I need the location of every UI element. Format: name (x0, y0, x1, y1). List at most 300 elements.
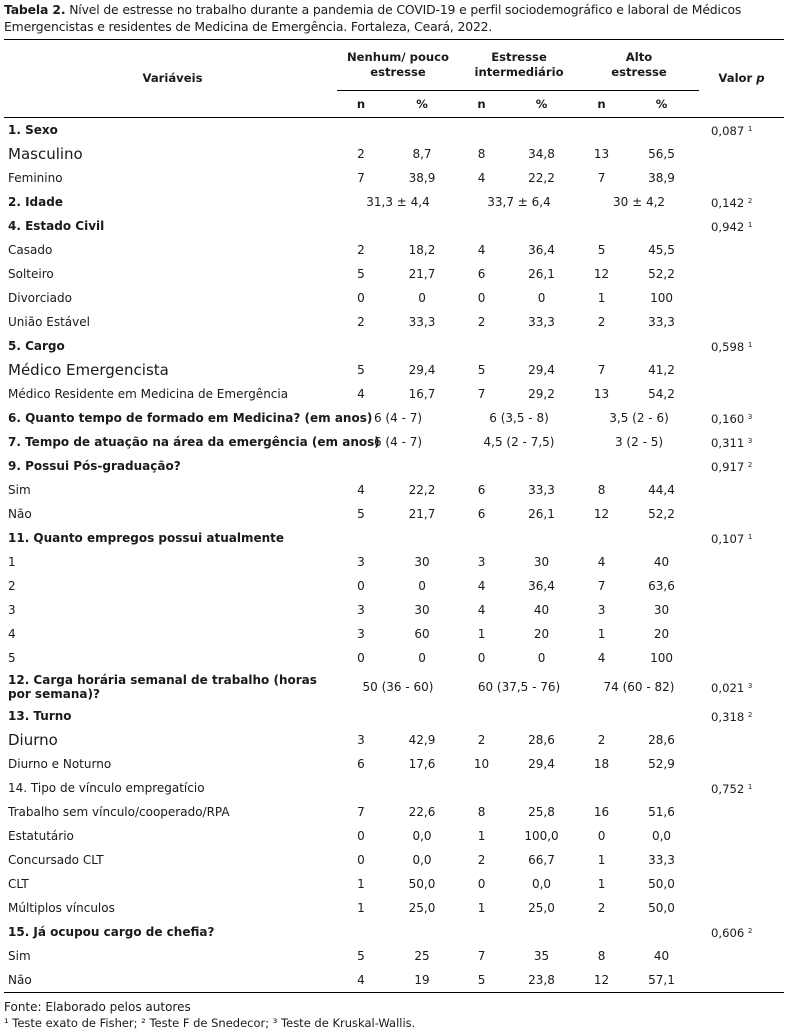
table-header (4, 40, 784, 118)
percent-cell: 23,8 (504, 968, 579, 993)
pvalue-text: 0,917 (711, 460, 745, 474)
table-section-row (4, 214, 784, 238)
table-row (4, 944, 784, 968)
section-label: 1. Sexo (8, 123, 58, 137)
pvalue-footnote-mark: 2 (747, 927, 753, 935)
table-section-row (4, 704, 784, 728)
count-cell: 1 (597, 877, 606, 891)
count-cell: 8 (597, 483, 606, 497)
count-cell: 2 (477, 733, 486, 747)
table-row (4, 382, 784, 406)
header-n: n (459, 91, 504, 118)
summary-cell: 33,7 ± 6,4 (487, 195, 551, 209)
summary-cell: 6 (4 - 7) (373, 411, 423, 425)
row-label: 2 (8, 579, 16, 593)
table-row (4, 142, 784, 166)
count-cell: 4 (477, 603, 486, 617)
pvalue-text: 0,318 (711, 710, 745, 724)
percent-cell: 28,6 (528, 733, 555, 747)
pvalue-text: 0,942 (711, 220, 745, 234)
percent-cell: 0,0 (651, 829, 672, 843)
pvalue-cell (699, 800, 784, 824)
count-cell: 3 (357, 627, 365, 641)
table-body (4, 118, 784, 993)
header-pvalue-prefix: Valor (718, 71, 757, 85)
pvalue-cell (699, 214, 784, 238)
pvalue-cell (699, 334, 784, 358)
percent-cell: 63,6 (648, 579, 675, 593)
section-label: 14. Tipo de vínculo empregatício (8, 781, 205, 795)
row-label: Diurno (8, 731, 58, 749)
count-cell: 5 (477, 363, 486, 377)
pvalue-footnote-mark: 2 (747, 711, 753, 719)
pvalue-cell (699, 142, 784, 166)
percent-cell: 33,3 (528, 483, 555, 497)
count-cell: 0 (357, 291, 365, 305)
count-cell: 7 (357, 171, 365, 185)
percent-cell: 33,3 (648, 315, 675, 329)
pvalue-cell (699, 430, 784, 454)
summary-cell: 4,5 (2 - 7,5) (483, 435, 555, 449)
pvalue-cell (699, 728, 784, 752)
pvalue-cell (699, 550, 784, 574)
percent-cell: 19 (385, 968, 459, 993)
table-row (4, 550, 784, 574)
count-cell: 6 (357, 757, 365, 771)
empty-cell (337, 214, 699, 238)
percent-cell: 29,2 (528, 387, 555, 401)
pvalue-footnote-mark: 2 (747, 197, 753, 205)
pvalue-cell (699, 776, 784, 800)
table-caption (4, 2, 786, 35)
header-group-intermediate-line2: intermediário (474, 65, 564, 79)
count-cell: 0 (477, 651, 486, 665)
pvalue-footnote-mark: 2 (747, 461, 753, 469)
table-row (4, 238, 784, 262)
count-cell: 8 (477, 805, 486, 819)
percent-cell: 60 (414, 627, 430, 641)
section-label: 4. Estado Civil (8, 219, 105, 233)
summary-cell: 74 (60 - 82) (603, 680, 675, 694)
percent-cell: 50,0 (648, 901, 675, 915)
table-row (4, 646, 784, 670)
pvalue-cell (699, 872, 784, 896)
count-cell: 2 (357, 147, 365, 161)
section-label: 12. Carga horária semanal de trabalho (horas por semana)? (8, 673, 317, 701)
percent-cell: 100 (650, 291, 673, 305)
percent-cell: 51,6 (648, 805, 675, 819)
percent-cell: 0 (418, 579, 426, 593)
section-label: 9. Possui Pós-graduação? (8, 459, 181, 473)
percent-cell: 34,8 (528, 147, 555, 161)
percent-cell: 0,0 (412, 853, 432, 867)
count-cell: 2 (597, 315, 606, 329)
pvalue-cell (699, 118, 784, 143)
count-cell: 4 (477, 579, 486, 593)
row-label: Médico Residente em Medicina de Emergência (8, 387, 289, 401)
pvalue-cell (699, 238, 784, 262)
pvalue-cell (699, 310, 784, 334)
header-n: n (337, 91, 385, 118)
pvalue-cell (699, 526, 784, 550)
count-cell: 0 (357, 651, 365, 665)
pvalue-cell (699, 968, 784, 993)
table-row (4, 728, 784, 752)
count-cell: 18 (593, 757, 610, 771)
count-cell: 4 (357, 387, 365, 401)
table-row (4, 262, 784, 286)
section-label: 5. Cargo (8, 339, 65, 353)
header-group-high-line1: Alto (625, 50, 653, 64)
pvalue-footnote-mark: 3 (747, 413, 753, 421)
section-label: 6. Quanto tempo de formado em Medicina? (em anos) (8, 411, 373, 425)
count-cell: 13 (593, 147, 610, 161)
count-cell: 8 (597, 949, 606, 963)
count-cell: 1 (597, 853, 606, 867)
table-row (4, 800, 784, 824)
count-cell: 1 (597, 291, 606, 305)
table-row (4, 848, 784, 872)
percent-cell: 18,2 (408, 243, 436, 257)
pvalue-cell (699, 704, 784, 728)
percent-cell: 29,4 (408, 363, 436, 377)
table-row (4, 502, 784, 526)
count-cell: 2 (477, 315, 486, 329)
count-cell: 0 (477, 877, 486, 891)
percent-cell: 40 (653, 949, 670, 963)
pvalue-text: 0,311 (711, 436, 745, 450)
empty-cell (337, 334, 699, 358)
table-row (4, 358, 784, 382)
count-cell: 5 (357, 267, 365, 281)
pvalue-cell (699, 502, 784, 526)
count-cell: 8 (477, 147, 486, 161)
pvalue-cell (699, 478, 784, 502)
count-cell: 7 (597, 579, 606, 593)
pvalue-text: 0,606 (711, 926, 745, 940)
count-cell: 4 (357, 483, 365, 497)
pvalue-cell (699, 670, 784, 704)
percent-cell: 33,3 (648, 853, 675, 867)
row-label: Feminino (8, 171, 63, 185)
count-cell: 6 (477, 507, 486, 521)
count-cell: 5 (357, 949, 365, 963)
row-label: Não (4, 968, 337, 993)
percent-cell: 40 (653, 555, 670, 569)
table-row (4, 310, 784, 334)
count-cell: 2 (597, 901, 606, 915)
header-group-high (579, 40, 699, 91)
percent-cell: 57,1 (624, 968, 699, 993)
count-cell: 2 (477, 853, 486, 867)
row-label: União Estável (8, 315, 90, 329)
table-row (4, 286, 784, 310)
row-label: Divorciado (8, 291, 72, 305)
pvalue-cell (699, 896, 784, 920)
header-group-intermediate-line1: Estresse (491, 50, 547, 64)
header-pct: % (385, 91, 459, 118)
summary-cell: 30 ± 4,2 (612, 195, 666, 209)
table-row (4, 598, 784, 622)
count-cell: 12 (593, 267, 610, 281)
percent-cell: 38,9 (648, 171, 675, 185)
pvalue-text: 0,142 (711, 196, 745, 210)
empty-cell (337, 454, 699, 478)
pvalue-footnote-mark: 1 (747, 221, 753, 229)
percent-cell: 52,2 (648, 267, 675, 281)
summary-cell: 3,5 (2 - 6) (609, 411, 669, 425)
percent-cell: 21,7 (408, 507, 436, 521)
caption-text: Nível de estresse no trabalho durante a pandemia de COVID-19 e perfil sociodemográfico e laboral de Médicos Emergencistas e residentes de Medicina de Emergência. Fortaleza, Ceará, 2022. (4, 2, 742, 34)
pvalue-text: 0,021 (711, 681, 745, 695)
header-pvalue-p: p (756, 71, 765, 85)
count-cell: 5 (357, 507, 365, 521)
count-cell: 1 (357, 877, 365, 891)
empty-cell (337, 776, 699, 800)
summary-cell: 60 (37,5 - 76) (477, 680, 561, 694)
pvalue-cell (699, 454, 784, 478)
row-label: Múltiplos vínculos (8, 901, 115, 915)
percent-cell: 54,2 (648, 387, 675, 401)
count-cell: 4 (597, 555, 606, 569)
summary-cell: 6 (3,5 - 8) (489, 411, 549, 425)
section-label: 11. Quanto empregos possui atualmente (8, 531, 285, 545)
row-label: Solteiro (8, 267, 54, 281)
pvalue-cell (699, 920, 784, 944)
table-row (4, 622, 784, 646)
row-label: CLT (8, 877, 29, 891)
percent-cell: 50,0 (408, 877, 436, 891)
row-label: 4 (8, 627, 16, 641)
percent-cell: 29,4 (528, 757, 555, 771)
table-row (4, 968, 784, 993)
pvalue-cell (699, 286, 784, 310)
count-cell: 1 (597, 627, 606, 641)
count-cell: 7 (597, 363, 606, 377)
table-section-row (4, 334, 784, 358)
percent-cell: 20 (533, 627, 550, 641)
empty-cell (337, 704, 699, 728)
table-section-row (4, 670, 784, 704)
count-cell: 3 (477, 555, 486, 569)
pvalue-cell (699, 358, 784, 382)
row-label: Médico Emergencista (8, 361, 169, 379)
pvalue-cell (699, 622, 784, 646)
pvalue-text: 0,598 (711, 340, 745, 354)
caption-label: Tabela 2. (4, 2, 66, 17)
count-cell: 10 (473, 757, 490, 771)
percent-cell: 22,2 (528, 171, 555, 185)
row-label: Masculino (8, 145, 83, 163)
percent-cell: 52,2 (648, 507, 675, 521)
row-label: 5 (8, 651, 16, 665)
percent-cell: 8,7 (412, 147, 432, 161)
percent-cell: 45,5 (648, 243, 675, 257)
count-cell: 3 (597, 603, 606, 617)
count-cell: 12 (579, 968, 624, 993)
empty-cell (337, 920, 699, 944)
pvalue-footnote-mark: 1 (747, 125, 753, 133)
percent-cell: 36,4 (528, 579, 555, 593)
header-group-none (337, 40, 459, 91)
percent-cell: 41,2 (648, 363, 675, 377)
count-cell: 3 (357, 555, 365, 569)
count-cell: 16 (593, 805, 610, 819)
summary-cell: 31,3 ± 4,4 (366, 195, 430, 209)
pvalue-footnote-mark: 3 (747, 682, 753, 690)
section-label: 2. Idade (8, 195, 63, 209)
count-cell: 6 (477, 267, 486, 281)
count-cell: 5 (357, 363, 365, 377)
percent-cell: 56,5 (648, 147, 675, 161)
table-section-row (4, 118, 784, 143)
percent-cell: 22,6 (408, 805, 436, 819)
percent-cell: 21,7 (408, 267, 436, 281)
percent-cell: 25,8 (528, 805, 555, 819)
percent-cell: 30 (414, 555, 430, 569)
table-row (4, 478, 784, 502)
header-pct: % (504, 91, 579, 118)
percent-cell: 36,4 (528, 243, 555, 257)
header-group-none-line2: estresse (370, 65, 426, 79)
row-label: Sim (8, 483, 31, 497)
header-group-none-line1: Nenhum/ pouco (346, 50, 450, 64)
pvalue-cell (699, 646, 784, 670)
pvalue-footnote-mark: 1 (747, 533, 753, 541)
pvalue-cell (699, 190, 784, 214)
count-cell: 5 (459, 968, 504, 993)
percent-cell: 30 (653, 603, 670, 617)
table-row (4, 896, 784, 920)
table-row (4, 752, 784, 776)
count-cell: 7 (477, 387, 486, 401)
header-group-high-line2: estresse (611, 65, 667, 79)
row-label: Sim (8, 949, 31, 963)
count-cell: 4 (597, 651, 606, 665)
percent-cell: 0 (418, 651, 426, 665)
count-cell: 1 (477, 627, 486, 641)
percent-cell: 0,0 (412, 829, 432, 843)
pvalue-text: 0,160 (711, 412, 745, 426)
count-cell: 0 (357, 829, 365, 843)
pvalue-cell (699, 262, 784, 286)
pvalue-footnote-mark: 3 (747, 437, 753, 445)
count-cell: 1 (477, 829, 486, 843)
count-cell: 2 (597, 733, 606, 747)
empty-cell (337, 526, 699, 550)
count-cell: 12 (593, 507, 610, 521)
percent-cell: 33,3 (528, 315, 555, 329)
pvalue-cell (699, 848, 784, 872)
percent-cell: 28,6 (648, 733, 675, 747)
pvalue-cell (699, 382, 784, 406)
percent-cell: 35 (533, 949, 550, 963)
pvalue-cell (699, 574, 784, 598)
percent-cell: 50,0 (648, 877, 675, 891)
header-group-intermediate (459, 40, 579, 91)
table-section-row (4, 454, 784, 478)
summary-cell: 3 (2 - 5) (614, 435, 664, 449)
count-cell: 7 (597, 171, 606, 185)
count-cell: 6 (477, 483, 486, 497)
table-section-row (4, 776, 784, 800)
table-row (4, 824, 784, 848)
count-cell: 2 (357, 315, 365, 329)
table-notes: ¹ Teste exato de Fisher; ² Teste F de Snedecor; ³ Teste de Kruskal-Wallis. (4, 1016, 416, 1030)
percent-cell: 20 (653, 627, 670, 641)
count-cell: 3 (357, 603, 365, 617)
count-cell: 0 (477, 291, 486, 305)
data-table (4, 39, 784, 993)
count-cell: 2 (357, 243, 365, 257)
percent-cell: 38,9 (408, 171, 436, 185)
pvalue-footnote-mark: 1 (747, 341, 753, 349)
count-cell: 7 (357, 805, 365, 819)
pvalue-cell (699, 166, 784, 190)
table-section-row (4, 406, 784, 430)
pvalue-text: 0,752 (711, 782, 745, 796)
pvalue-cell (699, 752, 784, 776)
pvalue-cell (699, 598, 784, 622)
table-section-row (4, 190, 784, 214)
percent-cell: 33,3 (408, 315, 436, 329)
percent-cell: 30 (414, 603, 430, 617)
count-cell: 1 (477, 901, 486, 915)
pvalue-text: 0,087 (711, 124, 745, 138)
count-cell: 0 (357, 579, 365, 593)
percent-cell: 0 (537, 291, 546, 305)
table-row (4, 574, 784, 598)
row-label: Casado (8, 243, 53, 257)
summary-cell: 6 (4 - 7) (373, 435, 423, 449)
percent-cell: 16,7 (408, 387, 436, 401)
percent-cell: 0 (537, 651, 546, 665)
percent-cell: 17,6 (408, 757, 436, 771)
row-label: Concursado CLT (8, 853, 104, 867)
percent-cell: 0,0 (531, 877, 552, 891)
percent-cell: 100 (650, 651, 673, 665)
pvalue-cell (699, 406, 784, 430)
row-label: Não (8, 507, 32, 521)
table-source: Fonte: Elaborado pelos autores (4, 1000, 191, 1014)
percent-cell: 52,9 (648, 757, 675, 771)
pvalue-text: 0,107 (711, 532, 745, 546)
table-section-row (4, 526, 784, 550)
percent-cell: 100,0 (524, 829, 559, 843)
pvalue-footnote-mark: 1 (747, 783, 753, 791)
count-cell: 5 (597, 243, 606, 257)
count-cell: 4 (477, 243, 486, 257)
section-label: 13. Turno (8, 709, 72, 723)
percent-cell: 42,9 (408, 733, 436, 747)
count-cell: 13 (593, 387, 610, 401)
count-cell: 4 (477, 171, 486, 185)
table-row (4, 872, 784, 896)
percent-cell: 26,1 (528, 507, 555, 521)
header-pct: % (624, 91, 699, 118)
row-label: Diurno e Noturno (8, 757, 112, 771)
count-cell: 3 (357, 733, 365, 747)
count-cell: 1 (357, 901, 365, 915)
section-label: 7. Tempo de atuação na área da emergência (em anos) (8, 435, 380, 449)
percent-cell: 25,0 (408, 901, 436, 915)
count-cell: 0 (357, 853, 365, 867)
header-pvalue (699, 40, 784, 118)
count-cell: 7 (477, 949, 486, 963)
percent-cell: 25 (414, 949, 430, 963)
percent-cell: 26,1 (528, 267, 555, 281)
percent-cell: 0 (418, 291, 426, 305)
